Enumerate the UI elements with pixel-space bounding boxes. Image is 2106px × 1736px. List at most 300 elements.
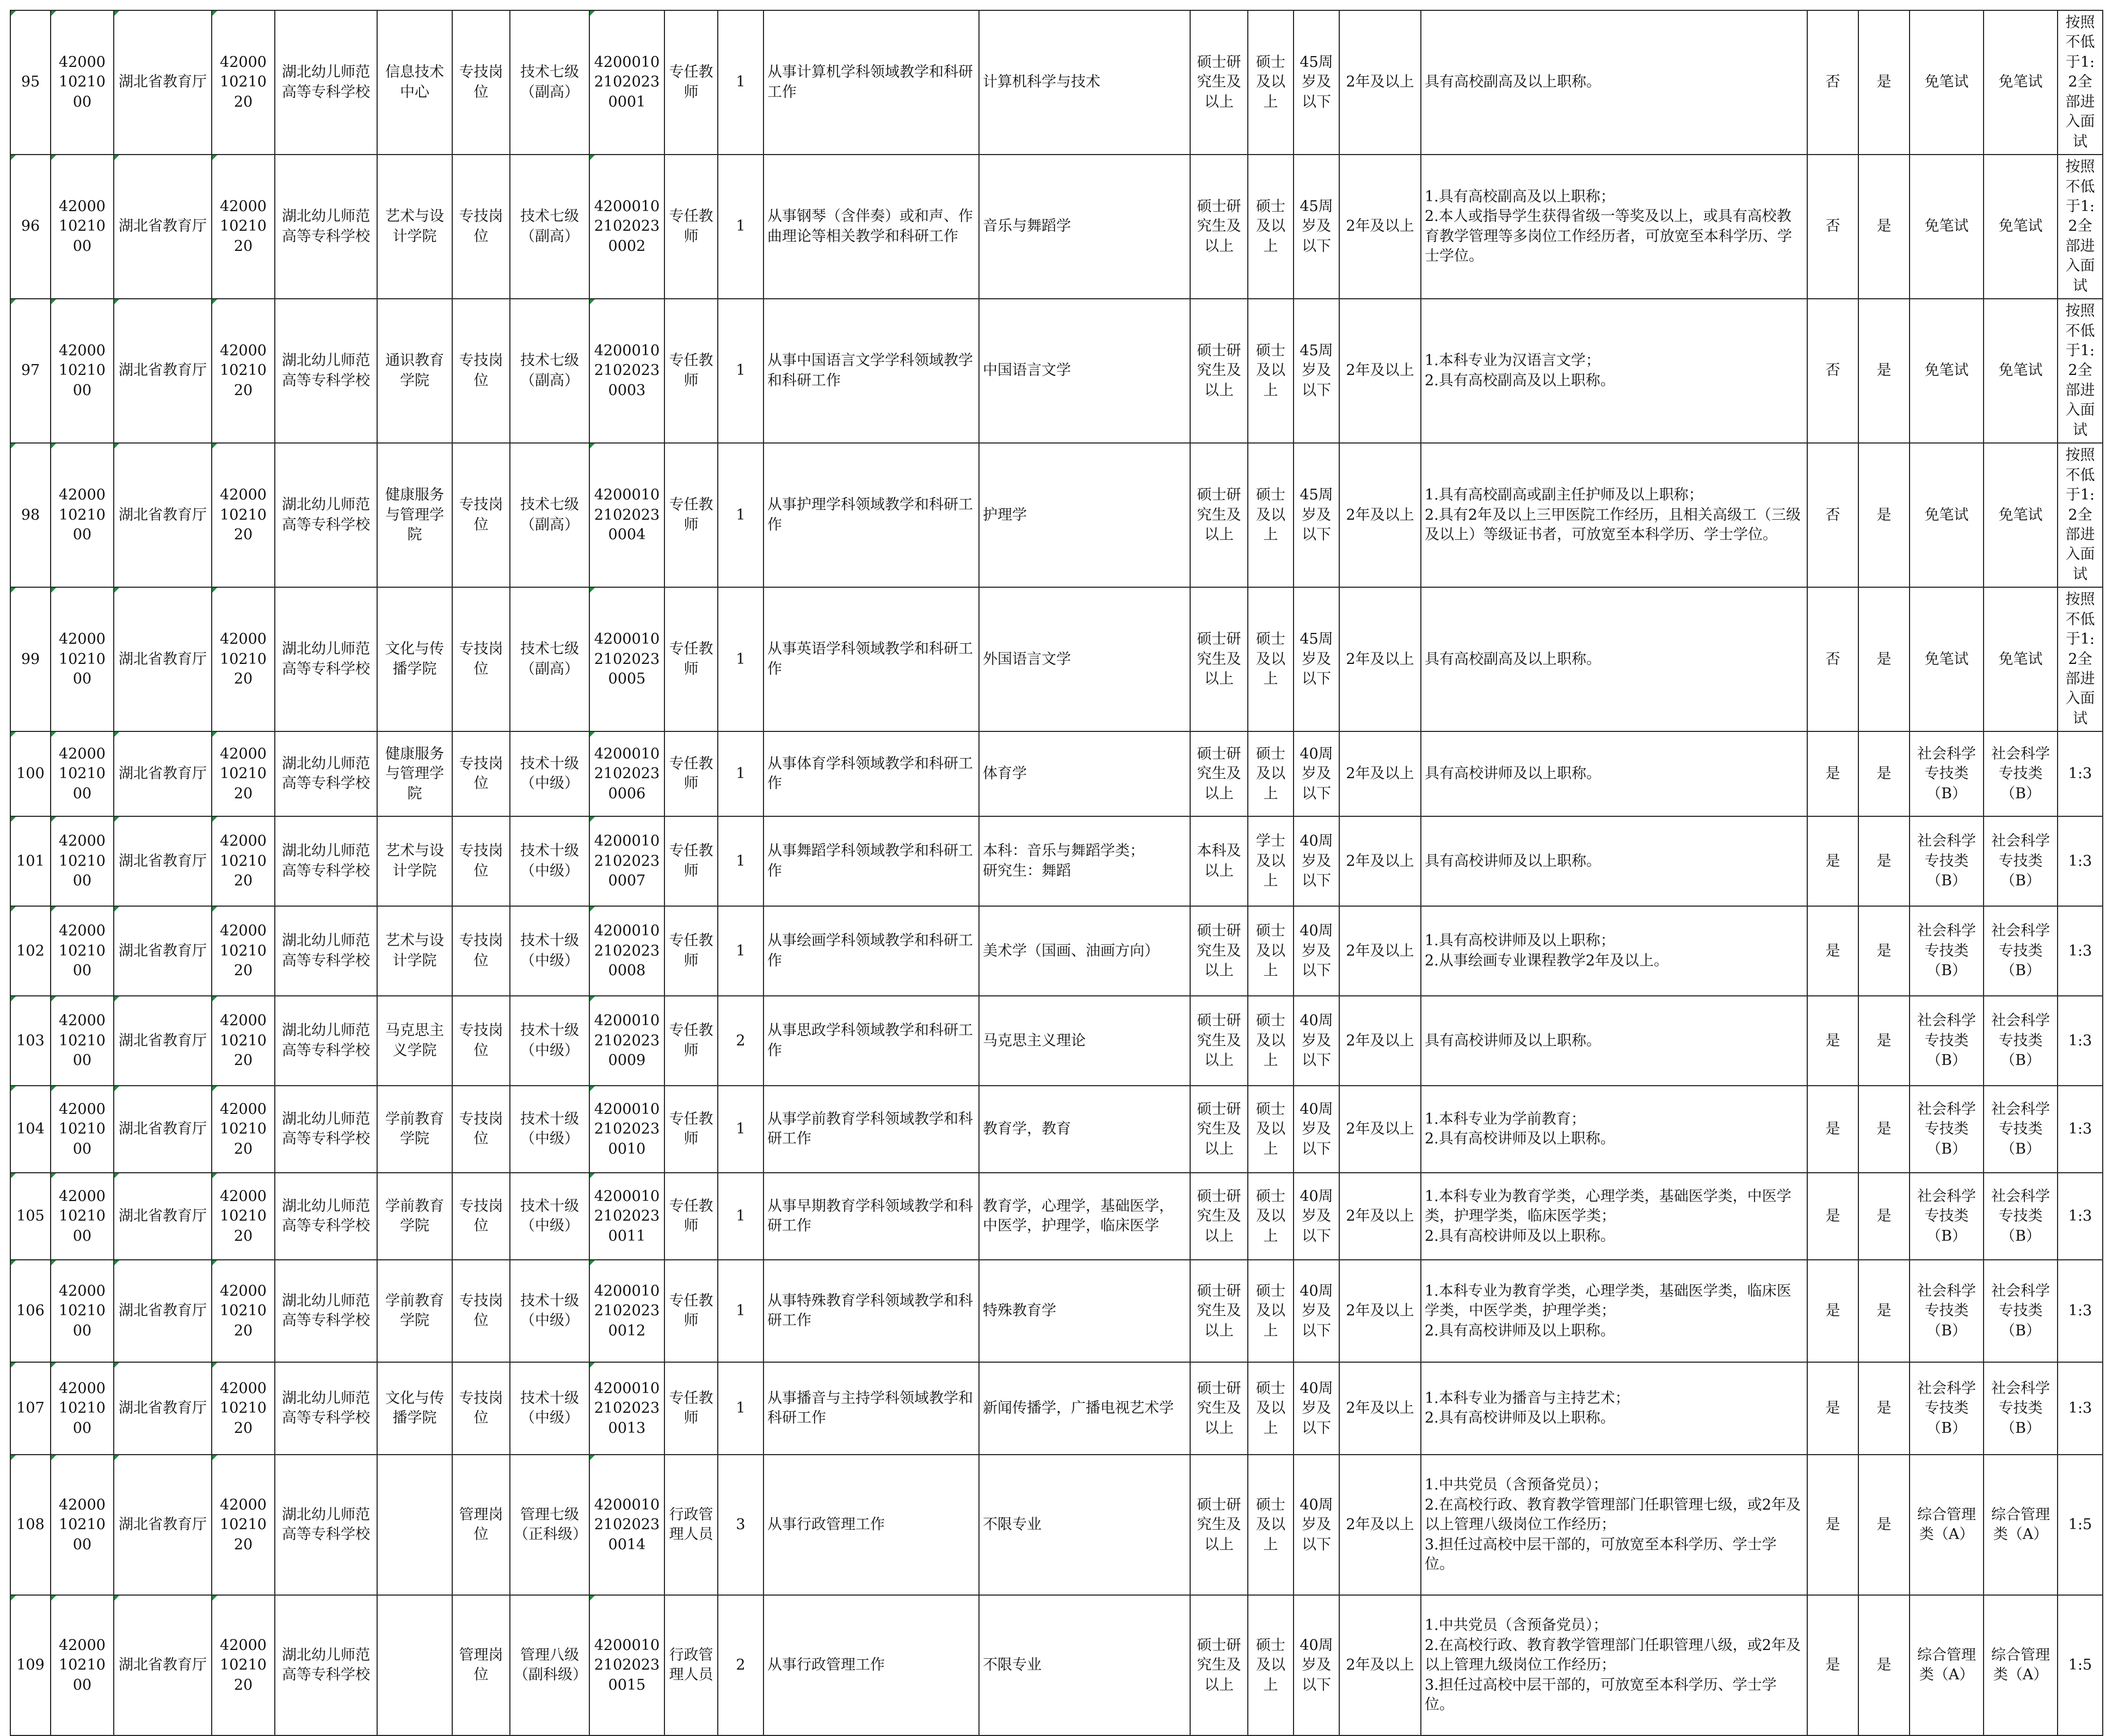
cell-post-code: 420001021020230003 xyxy=(589,299,664,443)
cell-job-duty: 从事中国语言文学学科领域教学和科研工作 xyxy=(763,299,979,443)
cell-exam-category: 免笔试 xyxy=(1984,155,2058,299)
cell-department-name: 湖北省教育厅 xyxy=(114,1595,212,1735)
cell-internal-office: 通识教育学院 xyxy=(377,299,452,443)
cell-unit-name: 湖北幼儿师范高等专科学校 xyxy=(275,1455,377,1595)
cell-department-code: 420001021000 xyxy=(51,816,114,906)
cell-post-type: 专技岗位 xyxy=(452,155,510,299)
cell-unit-name: 湖北幼儿师范高等专科学校 xyxy=(275,906,377,996)
cell-department-name: 湖北省教育厅 xyxy=(114,1362,212,1455)
cell-department-code: 420001021000 xyxy=(51,1260,114,1362)
cell-education-requirement: 硕士研究生及以上 xyxy=(1190,1173,1248,1260)
cell-interview-ratio: 按照不低于1:2全部进入面试 xyxy=(2058,299,2103,443)
table-row xyxy=(10,1173,2103,1260)
cell-unit-code: 420001021020 xyxy=(212,1086,275,1173)
cell-unit-code: 420001021020 xyxy=(212,816,275,906)
cell-department-name: 湖北省教育厅 xyxy=(114,443,212,587)
cell-hiring-count: 1 xyxy=(718,1260,763,1362)
cell-exam-category: 社会科学专技类（B） xyxy=(1984,816,2058,906)
cell-open-recruitment-flag: 是 xyxy=(1858,1455,1910,1595)
cell-interview-ratio: 1:3 xyxy=(2058,816,2103,906)
cell-unit-name: 湖北幼儿师范高等专科学校 xyxy=(275,1260,377,1362)
cell-degree-requirement: 硕士及以上 xyxy=(1248,155,1294,299)
table-row xyxy=(10,443,2103,587)
cell-post-level: 技术十级（中级） xyxy=(510,1260,589,1362)
cell-written-exam-category: 免笔试 xyxy=(1910,587,1984,731)
cell-written-exam-flag: 是 xyxy=(1807,816,1858,906)
cell-experience-requirement: 2年及以上 xyxy=(1339,731,1421,816)
cell-other-requirements: 1.具有高校副高及以上职称； 2.本人或指导学生获得省级一等奖及以上，或具有高校教育教学管理等多岗位工作经历者，可放宽至本科学历、学士学位。 xyxy=(1421,155,1807,299)
cell-major-requirement: 特殊教育学 xyxy=(979,1260,1190,1362)
cell-job-duty: 从事播音与主持学科领域教学和科研工作 xyxy=(763,1362,979,1455)
cell-written-exam-category: 社会科学专技类（B） xyxy=(1910,731,1984,816)
cell-education-requirement: 硕士研究生及以上 xyxy=(1190,587,1248,731)
cell-written-exam-flag: 否 xyxy=(1807,10,1858,155)
cell-written-exam-flag: 是 xyxy=(1807,1362,1858,1455)
cell-education-requirement: 硕士研究生及以上 xyxy=(1190,1260,1248,1362)
cell-age-requirement: 40周岁及以下 xyxy=(1294,1260,1339,1362)
cell-major-requirement: 外国语言文学 xyxy=(979,587,1190,731)
cell-experience-requirement: 2年及以上 xyxy=(1339,443,1421,587)
cell-hiring-count: 1 xyxy=(718,10,763,155)
cell-post-type: 专技岗位 xyxy=(452,443,510,587)
cell-row-number: 103 xyxy=(10,996,51,1086)
cell-row-number: 100 xyxy=(10,731,51,816)
cell-job-duty: 从事学前教育学科领域教学和科研工作 xyxy=(763,1086,979,1173)
cell-post-type: 专技岗位 xyxy=(452,1086,510,1173)
table-body xyxy=(10,10,2103,1735)
cell-post-name: 专任教师 xyxy=(664,10,718,155)
cell-age-requirement: 40周岁及以下 xyxy=(1294,906,1339,996)
cell-written-exam-flag: 是 xyxy=(1807,996,1858,1086)
cell-exam-category: 免笔试 xyxy=(1984,587,2058,731)
cell-other-requirements: 具有高校副高及以上职称。 xyxy=(1421,10,1807,155)
cell-row-number: 104 xyxy=(10,1086,51,1173)
cell-experience-requirement: 2年及以上 xyxy=(1339,1173,1421,1260)
cell-written-exam-category: 社会科学专技类（B） xyxy=(1910,1362,1984,1455)
cell-post-name: 专任教师 xyxy=(664,1173,718,1260)
cell-row-number: 106 xyxy=(10,1260,51,1362)
table-row xyxy=(10,731,2103,816)
cell-post-level: 技术十级（中级） xyxy=(510,1173,589,1260)
cell-post-code: 420001021020230001 xyxy=(589,10,664,155)
cell-unit-code: 420001021020 xyxy=(212,731,275,816)
cell-written-exam-flag: 否 xyxy=(1807,299,1858,443)
cell-unit-name: 湖北幼儿师范高等专科学校 xyxy=(275,1086,377,1173)
cell-job-duty: 从事特殊教育学科领域教学和科研工作 xyxy=(763,1260,979,1362)
cell-internal-office: 马克思主义学院 xyxy=(377,996,452,1086)
cell-unit-name: 湖北幼儿师范高等专科学校 xyxy=(275,1595,377,1735)
cell-exam-category: 社会科学专技类（B） xyxy=(1984,1173,2058,1260)
cell-post-name: 专任教师 xyxy=(664,1362,718,1455)
cell-written-exam-category: 社会科学专技类（B） xyxy=(1910,1173,1984,1260)
cell-post-name: 行政管理人员 xyxy=(664,1455,718,1595)
table-row xyxy=(10,1086,2103,1173)
cell-written-exam-flag: 是 xyxy=(1807,1455,1858,1595)
cell-age-requirement: 40周岁及以下 xyxy=(1294,1455,1339,1595)
cell-post-type: 专技岗位 xyxy=(452,587,510,731)
cell-written-exam-flag: 是 xyxy=(1807,906,1858,996)
cell-other-requirements: 具有高校副高及以上职称。 xyxy=(1421,587,1807,731)
cell-interview-ratio: 按照不低于1:2全部进入面试 xyxy=(2058,587,2103,731)
cell-education-requirement: 硕士研究生及以上 xyxy=(1190,1595,1248,1735)
table-row xyxy=(10,1362,2103,1455)
cell-department-name: 湖北省教育厅 xyxy=(114,155,212,299)
cell-department-name: 湖北省教育厅 xyxy=(114,1173,212,1260)
cell-other-requirements: 1.具有高校讲师及以上职称； 2.从事绘画专业课程教学2年及以上。 xyxy=(1421,906,1807,996)
cell-major-requirement: 不限专业 xyxy=(979,1595,1190,1735)
cell-hiring-count: 2 xyxy=(718,996,763,1086)
cell-hiring-count: 3 xyxy=(718,1455,763,1595)
cell-internal-office xyxy=(377,1595,452,1735)
cell-row-number: 105 xyxy=(10,1173,51,1260)
cell-post-code: 420001021020230009 xyxy=(589,996,664,1086)
cell-post-level: 技术七级（副高） xyxy=(510,299,589,443)
cell-post-name: 专任教师 xyxy=(664,731,718,816)
cell-department-name: 湖北省教育厅 xyxy=(114,1455,212,1595)
cell-exam-category: 免笔试 xyxy=(1984,299,2058,443)
cell-post-type: 专技岗位 xyxy=(452,1260,510,1362)
cell-post-name: 专任教师 xyxy=(664,906,718,996)
cell-open-recruitment-flag: 是 xyxy=(1858,443,1910,587)
cell-interview-ratio: 1:5 xyxy=(2058,1595,2103,1735)
cell-other-requirements: 1.本科专业为教育学类，心理学类，基础医学类，中医学类，护理学类，临床医学类； 2.具有高校讲师及以上职称。 xyxy=(1421,1173,1807,1260)
cell-open-recruitment-flag: 是 xyxy=(1858,731,1910,816)
cell-internal-office: 健康服务与管理学院 xyxy=(377,731,452,816)
cell-major-requirement: 计算机科学与技术 xyxy=(979,10,1190,155)
cell-department-name: 湖北省教育厅 xyxy=(114,996,212,1086)
cell-department-code: 420001021000 xyxy=(51,1595,114,1735)
cell-open-recruitment-flag: 是 xyxy=(1858,906,1910,996)
cell-written-exam-flag: 是 xyxy=(1807,1086,1858,1173)
cell-education-requirement: 硕士研究生及以上 xyxy=(1190,299,1248,443)
cell-unit-name: 湖北幼儿师范高等专科学校 xyxy=(275,10,377,155)
cell-exam-category: 社会科学专技类（B） xyxy=(1984,1260,2058,1362)
cell-department-code: 420001021000 xyxy=(51,1455,114,1595)
cell-unit-name: 湖北幼儿师范高等专科学校 xyxy=(275,816,377,906)
cell-experience-requirement: 2年及以上 xyxy=(1339,1362,1421,1455)
cell-written-exam-flag: 是 xyxy=(1807,1595,1858,1735)
cell-written-exam-category: 综合管理类（A） xyxy=(1910,1595,1984,1735)
cell-row-number: 96 xyxy=(10,155,51,299)
cell-open-recruitment-flag: 是 xyxy=(1858,587,1910,731)
cell-experience-requirement: 2年及以上 xyxy=(1339,816,1421,906)
cell-age-requirement: 40周岁及以下 xyxy=(1294,816,1339,906)
cell-education-requirement: 硕士研究生及以上 xyxy=(1190,906,1248,996)
cell-open-recruitment-flag: 是 xyxy=(1858,1260,1910,1362)
cell-department-name: 湖北省教育厅 xyxy=(114,1260,212,1362)
cell-unit-name: 湖北幼儿师范高等专科学校 xyxy=(275,1362,377,1455)
cell-major-requirement: 美术学（国画、油画方向） xyxy=(979,906,1190,996)
cell-row-number: 98 xyxy=(10,443,51,587)
cell-exam-category: 免笔试 xyxy=(1984,443,2058,587)
cell-department-code: 420001021000 xyxy=(51,906,114,996)
cell-post-name: 专任教师 xyxy=(664,1260,718,1362)
cell-post-type: 专技岗位 xyxy=(452,299,510,443)
cell-interview-ratio: 按照不低于1:2全部进入面试 xyxy=(2058,443,2103,587)
cell-exam-category: 综合管理类（A） xyxy=(1984,1455,2058,1595)
cell-hiring-count: 1 xyxy=(718,906,763,996)
cell-department-code: 420001021000 xyxy=(51,996,114,1086)
cell-job-duty: 从事早期教育学科领域教学和科研工作 xyxy=(763,1173,979,1260)
cell-degree-requirement: 学士及以上 xyxy=(1248,816,1294,906)
cell-exam-category: 社会科学专技类（B） xyxy=(1984,996,2058,1086)
cell-post-level: 技术十级（中级） xyxy=(510,996,589,1086)
cell-degree-requirement: 硕士及以上 xyxy=(1248,1173,1294,1260)
cell-written-exam-category: 社会科学专技类（B） xyxy=(1910,816,1984,906)
cell-written-exam-flag: 否 xyxy=(1807,443,1858,587)
cell-hiring-count: 1 xyxy=(718,816,763,906)
cell-degree-requirement: 硕士及以上 xyxy=(1248,299,1294,443)
cell-unit-code: 420001021020 xyxy=(212,1362,275,1455)
cell-hiring-count: 1 xyxy=(718,731,763,816)
cell-unit-code: 420001021020 xyxy=(212,155,275,299)
cell-internal-office: 学前教育学院 xyxy=(377,1173,452,1260)
cell-age-requirement: 40周岁及以下 xyxy=(1294,1362,1339,1455)
cell-degree-requirement: 硕士及以上 xyxy=(1248,731,1294,816)
cell-unit-name: 湖北幼儿师范高等专科学校 xyxy=(275,996,377,1086)
cell-open-recruitment-flag: 是 xyxy=(1858,10,1910,155)
cell-education-requirement: 硕士研究生及以上 xyxy=(1190,996,1248,1086)
cell-degree-requirement: 硕士及以上 xyxy=(1248,1455,1294,1595)
cell-other-requirements: 具有高校讲师及以上职称。 xyxy=(1421,816,1807,906)
cell-age-requirement: 40周岁及以下 xyxy=(1294,996,1339,1086)
cell-experience-requirement: 2年及以上 xyxy=(1339,1595,1421,1735)
cell-department-code: 420001021000 xyxy=(51,587,114,731)
cell-other-requirements: 具有高校讲师及以上职称。 xyxy=(1421,731,1807,816)
cell-post-level: 技术十级（中级） xyxy=(510,1362,589,1455)
cell-post-type: 管理岗位 xyxy=(452,1455,510,1595)
cell-post-name: 行政管理人员 xyxy=(664,1595,718,1735)
cell-unit-code: 420001021020 xyxy=(212,443,275,587)
cell-department-name: 湖北省教育厅 xyxy=(114,587,212,731)
cell-written-exam-flag: 是 xyxy=(1807,1260,1858,1362)
cell-other-requirements: 1.本科专业为汉语言文学； 2.具有高校副高及以上职称。 xyxy=(1421,299,1807,443)
cell-interview-ratio: 按照不低于1:2全部进入面试 xyxy=(2058,155,2103,299)
cell-experience-requirement: 2年及以上 xyxy=(1339,299,1421,443)
table-row xyxy=(10,10,2103,155)
cell-degree-requirement: 硕士及以上 xyxy=(1248,587,1294,731)
cell-internal-office: 健康服务与管理学院 xyxy=(377,443,452,587)
cell-department-name: 湖北省教育厅 xyxy=(114,906,212,996)
cell-unit-name: 湖北幼儿师范高等专科学校 xyxy=(275,1173,377,1260)
cell-degree-requirement: 硕士及以上 xyxy=(1248,1595,1294,1735)
cell-department-name: 湖北省教育厅 xyxy=(114,10,212,155)
cell-hiring-count: 1 xyxy=(718,1086,763,1173)
cell-department-name: 湖北省教育厅 xyxy=(114,816,212,906)
cell-major-requirement: 不限专业 xyxy=(979,1455,1190,1595)
table-row xyxy=(10,1260,2103,1362)
cell-row-number: 101 xyxy=(10,816,51,906)
cell-open-recruitment-flag: 是 xyxy=(1858,155,1910,299)
cell-post-code: 420001021020230004 xyxy=(589,443,664,587)
cell-degree-requirement: 硕士及以上 xyxy=(1248,10,1294,155)
cell-exam-category: 社会科学专技类（B） xyxy=(1984,731,2058,816)
cell-job-duty: 从事思政学科领域教学和科研工作 xyxy=(763,996,979,1086)
cell-internal-office: 文化与传播学院 xyxy=(377,587,452,731)
cell-unit-name: 湖北幼儿师范高等专科学校 xyxy=(275,299,377,443)
cell-internal-office: 信息技术中心 xyxy=(377,10,452,155)
cell-major-requirement: 体育学 xyxy=(979,731,1190,816)
cell-row-number: 97 xyxy=(10,299,51,443)
cell-hiring-count: 1 xyxy=(718,587,763,731)
cell-experience-requirement: 2年及以上 xyxy=(1339,996,1421,1086)
table-row xyxy=(10,996,2103,1086)
cell-open-recruitment-flag: 是 xyxy=(1858,996,1910,1086)
cell-department-name: 湖北省教育厅 xyxy=(114,299,212,443)
table-row xyxy=(10,816,2103,906)
cell-post-type: 管理岗位 xyxy=(452,1595,510,1735)
cell-major-requirement: 护理学 xyxy=(979,443,1190,587)
cell-interview-ratio: 1:3 xyxy=(2058,731,2103,816)
cell-interview-ratio: 1:3 xyxy=(2058,1260,2103,1362)
cell-exam-category: 社会科学专技类（B） xyxy=(1984,1362,2058,1455)
cell-department-code: 420001021000 xyxy=(51,155,114,299)
cell-experience-requirement: 2年及以上 xyxy=(1339,1086,1421,1173)
cell-department-code: 420001021000 xyxy=(51,443,114,587)
cell-education-requirement: 硕士研究生及以上 xyxy=(1190,1086,1248,1173)
cell-row-number: 107 xyxy=(10,1362,51,1455)
cell-row-number: 108 xyxy=(10,1455,51,1595)
cell-unit-name: 湖北幼儿师范高等专科学校 xyxy=(275,587,377,731)
cell-written-exam-category: 社会科学专技类（B） xyxy=(1910,906,1984,996)
cell-experience-requirement: 2年及以上 xyxy=(1339,587,1421,731)
cell-job-duty: 从事绘画学科领域教学和科研工作 xyxy=(763,906,979,996)
cell-post-code: 420001021020230008 xyxy=(589,906,664,996)
cell-age-requirement: 45周岁及以下 xyxy=(1294,587,1339,731)
cell-education-requirement: 硕士研究生及以上 xyxy=(1190,443,1248,587)
cell-department-name: 湖北省教育厅 xyxy=(114,1086,212,1173)
cell-other-requirements: 1.本科专业为教育学类，心理学类，基础医学类，临床医学类，中医学类，护理学类； 2.具有高校讲师及以上职称。 xyxy=(1421,1260,1807,1362)
cell-job-duty: 从事行政管理工作 xyxy=(763,1595,979,1735)
cell-interview-ratio: 1:3 xyxy=(2058,1362,2103,1455)
cell-post-code: 420001021020230002 xyxy=(589,155,664,299)
cell-major-requirement: 中国语言文学 xyxy=(979,299,1190,443)
cell-internal-office: 艺术与设计学院 xyxy=(377,906,452,996)
cell-hiring-count: 1 xyxy=(718,1173,763,1260)
cell-unit-code: 420001021020 xyxy=(212,299,275,443)
cell-degree-requirement: 硕士及以上 xyxy=(1248,996,1294,1086)
cell-written-exam-flag: 是 xyxy=(1807,1173,1858,1260)
cell-degree-requirement: 硕士及以上 xyxy=(1248,1086,1294,1173)
cell-education-requirement: 硕士研究生及以上 xyxy=(1190,10,1248,155)
cell-post-name: 专任教师 xyxy=(664,443,718,587)
cell-other-requirements: 1.本科专业为学前教育； 2.具有高校讲师及以上职称。 xyxy=(1421,1086,1807,1173)
cell-row-number: 95 xyxy=(10,10,51,155)
cell-department-code: 420001021000 xyxy=(51,1086,114,1173)
cell-open-recruitment-flag: 是 xyxy=(1858,1173,1910,1260)
cell-job-duty: 从事行政管理工作 xyxy=(763,1455,979,1595)
cell-hiring-count: 1 xyxy=(718,443,763,587)
cell-internal-office xyxy=(377,1455,452,1595)
cell-post-type: 专技岗位 xyxy=(452,906,510,996)
cell-post-level: 技术十级（中级） xyxy=(510,906,589,996)
cell-unit-code: 420001021020 xyxy=(212,1595,275,1735)
cell-written-exam-category: 社会科学专技类（B） xyxy=(1910,1086,1984,1173)
cell-job-duty: 从事护理学科领域教学和科研工作 xyxy=(763,443,979,587)
cell-other-requirements: 1.中共党员（含预备党员）； 2.在高校行政、教育教学管理部门任职管理八级，或2年及以上管理九级岗位工作经历； 3.担任过高校中层干部的，可放宽至本科学历、学士学位。 xyxy=(1421,1595,1807,1735)
cell-unit-code: 420001021020 xyxy=(212,587,275,731)
cell-hiring-count: 1 xyxy=(718,1362,763,1455)
cell-age-requirement: 45周岁及以下 xyxy=(1294,443,1339,587)
cell-major-requirement: 教育学，心理学，基础医学，中医学，护理学，临床医学 xyxy=(979,1173,1190,1260)
cell-post-code: 420001021020230013 xyxy=(589,1362,664,1455)
cell-post-level: 技术七级（副高） xyxy=(510,155,589,299)
cell-other-requirements: 1.中共党员（含预备党员）； 2.在高校行政、教育教学管理部门任职管理七级，或2年及以上管理八级岗位工作经历； 3.担任过高校中层干部的，可放宽至本科学历、学士学位。 xyxy=(1421,1455,1807,1595)
cell-written-exam-category: 社会科学专技类（B） xyxy=(1910,996,1984,1086)
cell-post-type: 专技岗位 xyxy=(452,996,510,1086)
cell-post-name: 专任教师 xyxy=(664,816,718,906)
table-row xyxy=(10,906,2103,996)
cell-post-level: 技术七级（副高） xyxy=(510,10,589,155)
cell-internal-office: 学前教育学院 xyxy=(377,1260,452,1362)
cell-major-requirement: 本科：音乐与舞蹈学类； 研究生：舞蹈 xyxy=(979,816,1190,906)
cell-age-requirement: 45周岁及以下 xyxy=(1294,155,1339,299)
cell-post-level: 技术七级（副高） xyxy=(510,443,589,587)
cell-post-code: 420001021020230006 xyxy=(589,731,664,816)
table-row xyxy=(10,1455,2103,1595)
cell-experience-requirement: 2年及以上 xyxy=(1339,906,1421,996)
cell-post-code: 420001021020230014 xyxy=(589,1455,664,1595)
cell-unit-code: 420001021020 xyxy=(212,996,275,1086)
cell-interview-ratio: 1:3 xyxy=(2058,996,2103,1086)
cell-other-requirements: 1.本科专业为播音与主持艺术； 2.具有高校讲师及以上职称。 xyxy=(1421,1362,1807,1455)
cell-unit-name: 湖北幼儿师范高等专科学校 xyxy=(275,155,377,299)
cell-row-number: 102 xyxy=(10,906,51,996)
cell-major-requirement: 马克思主义理论 xyxy=(979,996,1190,1086)
cell-post-code: 420001021020230005 xyxy=(589,587,664,731)
cell-post-name: 专任教师 xyxy=(664,1086,718,1173)
cell-interview-ratio: 1:5 xyxy=(2058,1455,2103,1595)
cell-major-requirement: 教育学，教育 xyxy=(979,1086,1190,1173)
cell-major-requirement: 新闻传播学，广播电视艺术学 xyxy=(979,1362,1190,1455)
cell-post-code: 420001021020230007 xyxy=(589,816,664,906)
recruitment-table xyxy=(10,10,2103,1736)
cell-experience-requirement: 2年及以上 xyxy=(1339,10,1421,155)
cell-post-level: 管理八级（副科级） xyxy=(510,1595,589,1735)
cell-post-level: 技术十级（中级） xyxy=(510,816,589,906)
cell-post-level: 技术十级（中级） xyxy=(510,731,589,816)
cell-hiring-count: 1 xyxy=(718,299,763,443)
cell-degree-requirement: 硕士及以上 xyxy=(1248,1362,1294,1455)
table-row xyxy=(10,155,2103,299)
cell-interview-ratio: 1:3 xyxy=(2058,906,2103,996)
cell-unit-name: 湖北幼儿师范高等专科学校 xyxy=(275,443,377,587)
cell-age-requirement: 45周岁及以下 xyxy=(1294,10,1339,155)
cell-education-requirement: 硕士研究生及以上 xyxy=(1190,155,1248,299)
cell-interview-ratio: 1:3 xyxy=(2058,1173,2103,1260)
cell-written-exam-category: 免笔试 xyxy=(1910,299,1984,443)
cell-post-name: 专任教师 xyxy=(664,299,718,443)
cell-internal-office: 艺术与设计学院 xyxy=(377,155,452,299)
cell-internal-office: 文化与传播学院 xyxy=(377,1362,452,1455)
cell-open-recruitment-flag: 是 xyxy=(1858,1086,1910,1173)
cell-written-exam-flag: 否 xyxy=(1807,155,1858,299)
cell-exam-category: 社会科学专技类（B） xyxy=(1984,1086,2058,1173)
cell-job-duty: 从事体育学科领域教学和科研工作 xyxy=(763,731,979,816)
cell-written-exam-category: 免笔试 xyxy=(1910,443,1984,587)
cell-department-code: 420001021000 xyxy=(51,731,114,816)
cell-post-code: 420001021020230012 xyxy=(589,1260,664,1362)
cell-department-name: 湖北省教育厅 xyxy=(114,731,212,816)
cell-age-requirement: 40周岁及以下 xyxy=(1294,1086,1339,1173)
cell-job-duty: 从事钢琴（含伴奏）或和声、作曲理论等相关教学和科研工作 xyxy=(763,155,979,299)
cell-open-recruitment-flag: 是 xyxy=(1858,816,1910,906)
cell-education-requirement: 硕士研究生及以上 xyxy=(1190,731,1248,816)
cell-open-recruitment-flag: 是 xyxy=(1858,1362,1910,1455)
cell-row-number: 109 xyxy=(10,1595,51,1735)
cell-job-duty: 从事舞蹈学科领域教学和科研工作 xyxy=(763,816,979,906)
cell-degree-requirement: 硕士及以上 xyxy=(1248,443,1294,587)
